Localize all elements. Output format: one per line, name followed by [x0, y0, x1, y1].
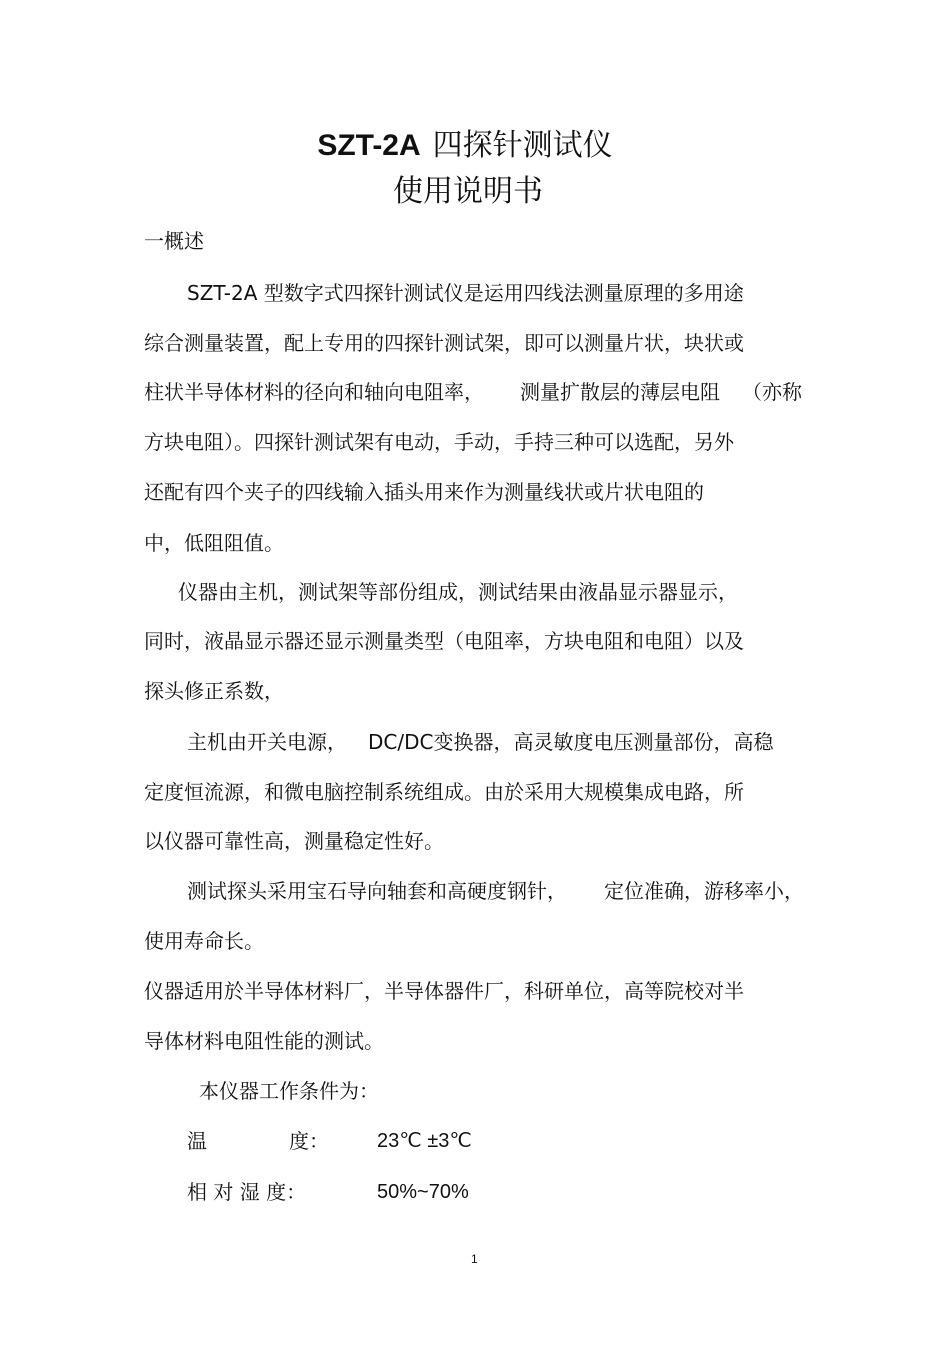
temperature-label-rest: 度：: [289, 1129, 329, 1153]
para1-line1: SZT-2A 型数字式四探针测试仪是运用四线法测量原理的多用途: [187, 281, 744, 305]
conditions-intro: 本仪器工作条件为：: [199, 1079, 379, 1103]
title-model-code: SZT-2A: [317, 129, 421, 162]
page-number: 1: [471, 1252, 478, 1266]
para3-line2: 定度恒流源，和微电脑控制系统组成。由於采用大规模集成电路，所: [144, 780, 744, 804]
temperature-value: 23℃ ±3℃: [377, 1130, 472, 1152]
para1-line4: 方块电阻）。四探针测试架有电动，手动，手持三种可以选配，另外: [144, 430, 734, 454]
para3-line1b: DC/DC变换器，高灵敏度电压测量部份，高稳: [368, 730, 774, 754]
section-heading: 一概述: [144, 229, 204, 253]
para1-line3a: 柱状半导体材料的径向和轴向电阻率，: [144, 380, 484, 404]
para2-line1: 仪器由主机，测试架等部份组成，测试结果由液晶显示器显示，: [178, 580, 738, 604]
para4-line1b: 定位准确，游移率小，: [604, 879, 804, 903]
para2-line3: 探头修正系数，: [144, 679, 284, 703]
para1-line5: 还配有四个夹子的四线输入插头用来作为测量线状或片状电阻的: [144, 480, 704, 504]
para3-line1a: 主机由开关电源，: [187, 730, 347, 754]
temperature-label-first: 温: [187, 1129, 207, 1153]
para1-line3b: 测量扩散层的薄层电阻: [520, 380, 720, 404]
humidity-label: 相 对 湿 度：: [187, 1180, 307, 1204]
title-product-name: 四探针测试仪: [432, 128, 613, 163]
document-subtitle: 使用说明书: [393, 174, 543, 209]
para4-line1a: 测试探头采用宝石导向轴套和高硬度钢针，: [187, 879, 567, 903]
para5-line2: 导体材料电阻性能的测试。: [144, 1029, 384, 1053]
humidity-value: 50%~70%: [377, 1181, 469, 1203]
para4-line2: 使用寿命长。: [144, 929, 264, 953]
para1-line6: 中，低阻阻值。: [144, 531, 284, 555]
para5-line1: 仪器适用於半导体材料厂，半导体器件厂，科研单位，高等院校对半: [144, 979, 744, 1003]
para3-line3: 以仪器可靠性高，测量稳定性好。: [144, 829, 444, 853]
para1-line3c: （亦称: [742, 380, 802, 404]
para1-line2: 综合测量装置，配上专用的四探针测试架，即可以测量片状，块状或: [144, 331, 744, 355]
document-title: [0, 128, 930, 164]
para2-line2: 同时，液晶显示器还显示测量类型（电阻率，方块电阻和电阻）以及: [144, 629, 744, 653]
